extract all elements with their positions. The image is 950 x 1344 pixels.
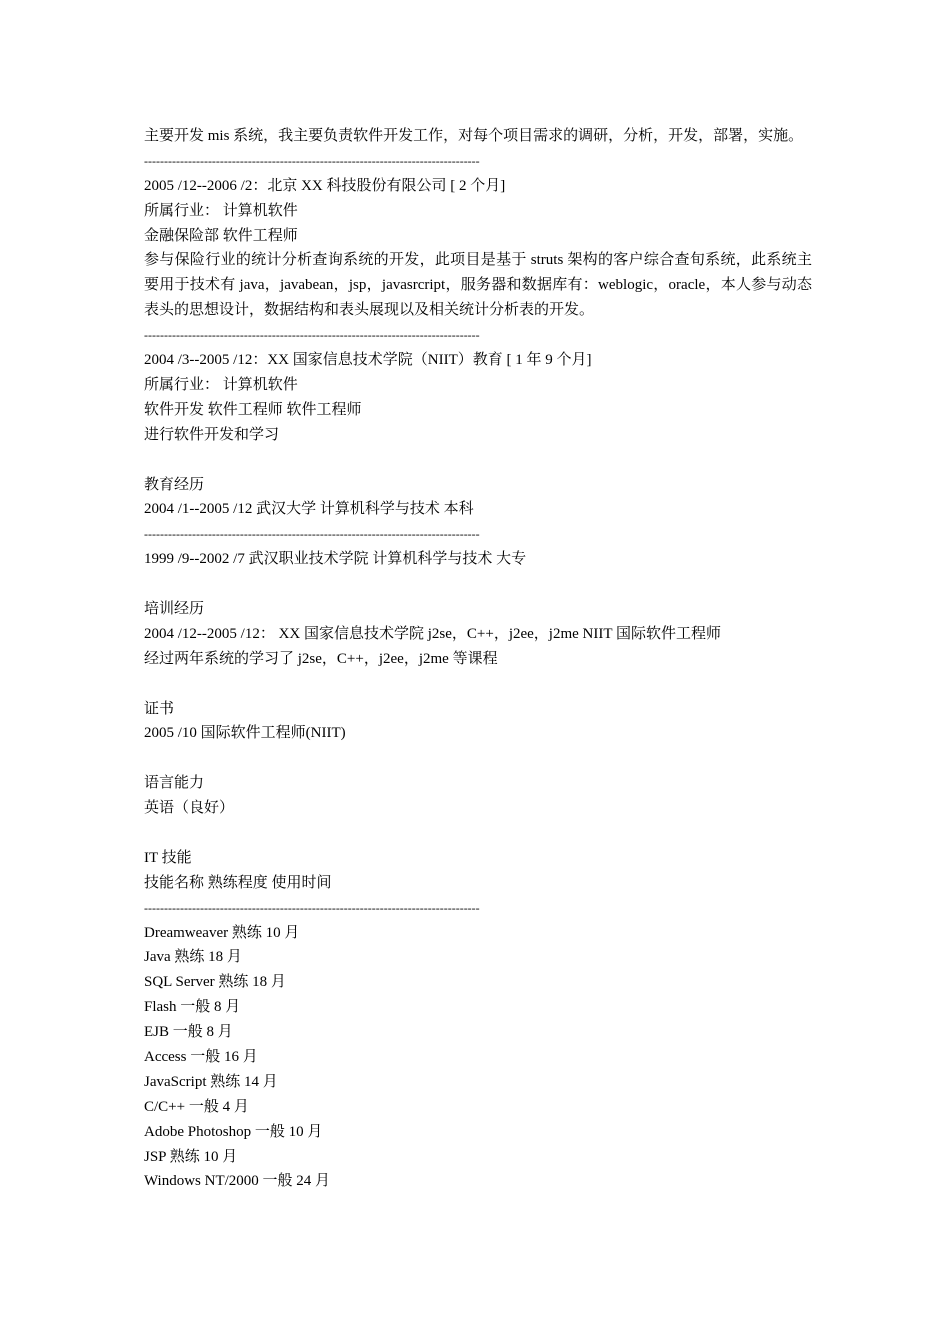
skill-item: EJB 一般 8 月 xyxy=(144,1024,233,1041)
section-title: 教育经历 xyxy=(144,476,205,493)
skill-item: Java 熟练 18 月 xyxy=(144,949,242,966)
skill-item: SQL Server 熟练 18 月 xyxy=(144,974,286,991)
skill-item: JavaScript 熟练 14 月 xyxy=(144,1073,278,1090)
resume-page xyxy=(144,124,814,1194)
job-entry xyxy=(144,348,814,448)
education-item: 1999 /9--2002 /7 武汉职业技术学院 计算机科学与技术 大专 xyxy=(144,551,527,568)
intro-text: 主要开发 mis 系统，我主要负责软件开发工作，对每个项目需求的调研，分析，开发，部署，实施。 xyxy=(144,128,804,144)
section-title: 语言能力 xyxy=(144,775,205,792)
job-position: 软件开发 软件工程师 软件工程师 xyxy=(144,401,362,418)
language-section xyxy=(144,771,814,821)
job-position: 金融保险部 软件工程师 xyxy=(144,227,298,244)
it-skills-section xyxy=(144,846,814,1194)
skill-item: Dreamweaver 熟练 10 月 xyxy=(144,924,300,941)
skill-item: Windows NT/2000 一般 24 月 xyxy=(144,1173,331,1190)
separator: ------------------------------------------------------------------------------------ xyxy=(144,900,480,915)
education-section xyxy=(144,473,814,573)
job-description: 进行软件开发和学习 xyxy=(144,426,280,443)
certificate-item: 2005 /10 国际软件工程师(NIIT) xyxy=(144,725,346,742)
spacer xyxy=(144,672,814,697)
education-item: 2004 /1--2005 /12 武汉大学 计算机科学与技术 本科 xyxy=(144,501,474,518)
training-detail: 经过两年系统的学习了 j2se，C++，j2ee，j2me 等课程 xyxy=(144,650,498,667)
separator: ------------------------------------------------------------------------------------ xyxy=(144,153,480,168)
job-industry: 所属行业： 计算机软件 xyxy=(144,376,298,393)
job-entry xyxy=(144,174,814,323)
separator: ------------------------------------------------------------------------------------ xyxy=(144,328,480,343)
section-title: IT 技能 xyxy=(144,849,192,866)
job-header: 2005 /12--2006 /2：北京 XX 科技股份有限公司 [ 2 个月] xyxy=(144,177,506,194)
job-description: 参与保险行业的统计分析查询系统的开发，此项目是基于 struts 架构的客户综合查旬系统，此系统主要用于技术有 java，javabean，jsp，javasrcript，服务器和数据库有：weblogic，oracle，本人参与动态表头的思想设计，数据结构和表头展现以及相关统计分析表的开发。 xyxy=(144,252,812,319)
section-title: 证书 xyxy=(144,700,175,717)
spacer xyxy=(144,821,814,846)
skill-item: C/C++ 一般 4 月 xyxy=(144,1098,249,1115)
spacer xyxy=(144,448,814,473)
job-industry: 所属行业： 计算机软件 xyxy=(144,202,298,219)
skill-item: Access 一般 16 月 xyxy=(144,1049,258,1066)
skills-header: 技能名称 熟练程度 使用时间 xyxy=(144,874,332,891)
training-header: 2004 /12--2005 /12： XX 国家信息技术学院 j2se，C++，j2ee，j2me NIIT 国际软件工程师 xyxy=(144,625,722,642)
job-header: 2004 /3--2005 /12：XX 国家信息技术学院（NIIT）教育 [ 1 年 9 个月] xyxy=(144,352,592,369)
separator: ------------------------------------------------------------------------------------ xyxy=(144,527,480,542)
certificate-section xyxy=(144,697,814,747)
skill-item: Flash 一般 8 月 xyxy=(144,999,241,1016)
spacer xyxy=(144,572,814,597)
skill-item: JSP 熟练 10 月 xyxy=(144,1148,238,1165)
section-title: 培训经历 xyxy=(144,600,205,617)
language-item: 英语（良好） xyxy=(144,800,235,817)
skill-item: Adobe Photoshop 一般 10 月 xyxy=(144,1123,323,1140)
training-section xyxy=(144,597,814,672)
spacer xyxy=(144,746,814,771)
